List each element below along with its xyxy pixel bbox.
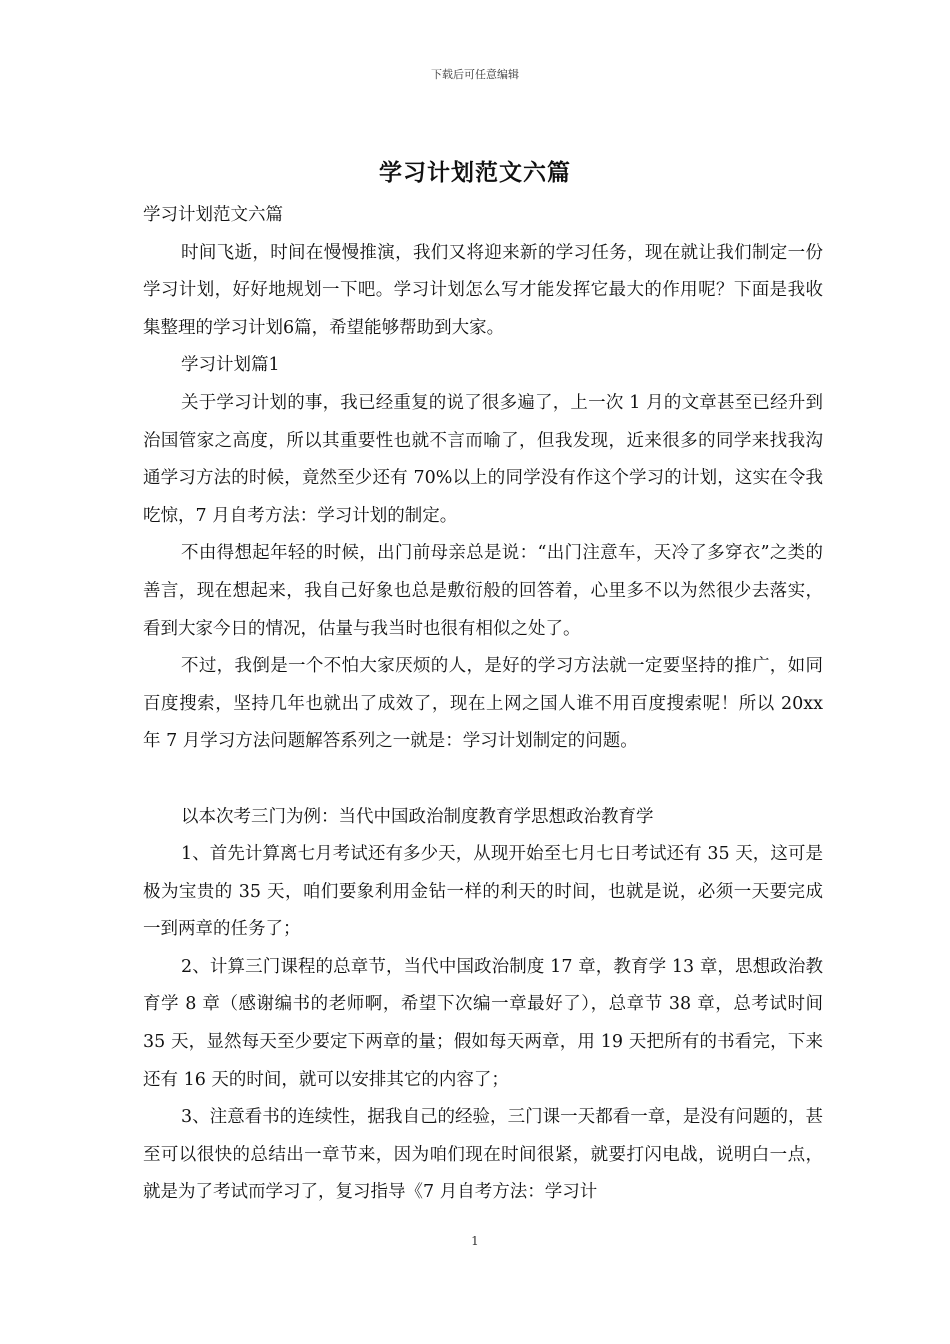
intro-paragraph: 时间飞逝，时间在慢慢推演，我们又将迎来新的学习任务，现在就让我们制定一份学习计划，好好地规划一下吧。学习计划怎么写才能发挥它最大的作用呢？下面是我收集整理的学习计划6篇，希望能够帮助到大家。	[143, 242, 823, 338]
subtitle-paragraph: 学习计划范文六篇	[143, 205, 283, 225]
body-paragraph: 关于学习计划的事，我已经重复的说了很多遍了，上一次 1 月的文章甚至已经升到治国管家之高度，所以其重要性也就不言而喻了，但我发现，近来很多的同学来找我沟通学习方法的时候，竟然至少还有 70%以上的同学没有作这个学习的计划，这实在令我吃惊，7 月自考方法：学习计划的制定。	[143, 392, 823, 526]
list-item: 3、注意看书的连续性，据我自己的经验，三门课一天都看一章，是没有问题的，甚至可以很快的总结出一章节来，因为咱们现在时间很紧，就要打闪电战，说明白一点，就是为了考试而学习了，复习指导《7 月自考方法：学习计	[143, 1107, 823, 1203]
document-title: 学习计划范文六篇	[379, 159, 571, 186]
body-paragraph: 以本次考三门为例：当代中国政治制度教育学思想政治教育学	[181, 806, 654, 827]
page-number: 1	[471, 1234, 479, 1248]
page-header-note: 下载后可任意编辑	[431, 68, 519, 81]
list-item: 1、首先计算离七月考试还有多少天，从现开始至七月七日考试还有 35 天，这可是极为宝贵的 35 天，咱们要象利用金钻一样的利天的时间，也就是说，必须一天要完成一到两章的任务了；	[143, 844, 823, 940]
section-heading: 学习计划篇1	[181, 355, 280, 376]
document-body	[143, 197, 823, 1212]
list-item: 2、计算三门课程的总章节，当代中国政治制度 17 章，教育学 13 章，思想政治教育学 8 章（感谢编书的老师啊，希望下次编一章最好了），总章节 38 章，总考试时间 35 天，显然每天至少要定下两章的量；假如每天两章，用 19 天把所有的书看完，下来还有 16 天的时间，就可以安排其它的内容了；	[143, 956, 823, 1090]
body-paragraph: 不过，我倒是一个不怕大家厌烦的人，是好的学习方法就一定要坚持的推广，如同百度搜索，坚持几年也就出了成效了，现在上网之国人谁不用百度搜索呢！所以 20xx 年 7 月学习方法问题解答系列之一就是：学习计划制定的问题。	[143, 656, 823, 752]
body-paragraph: 不由得想起年轻的时候，出门前母亲总是说：“出门注意车，天冷了多穿衣”之类的善言，现在想起来，我自己好象也总是敷衍般的回答着，心里多不以为然很少去落实，看到大家今日的情况，估量与我当时也很有相似之处了。	[143, 543, 823, 639]
